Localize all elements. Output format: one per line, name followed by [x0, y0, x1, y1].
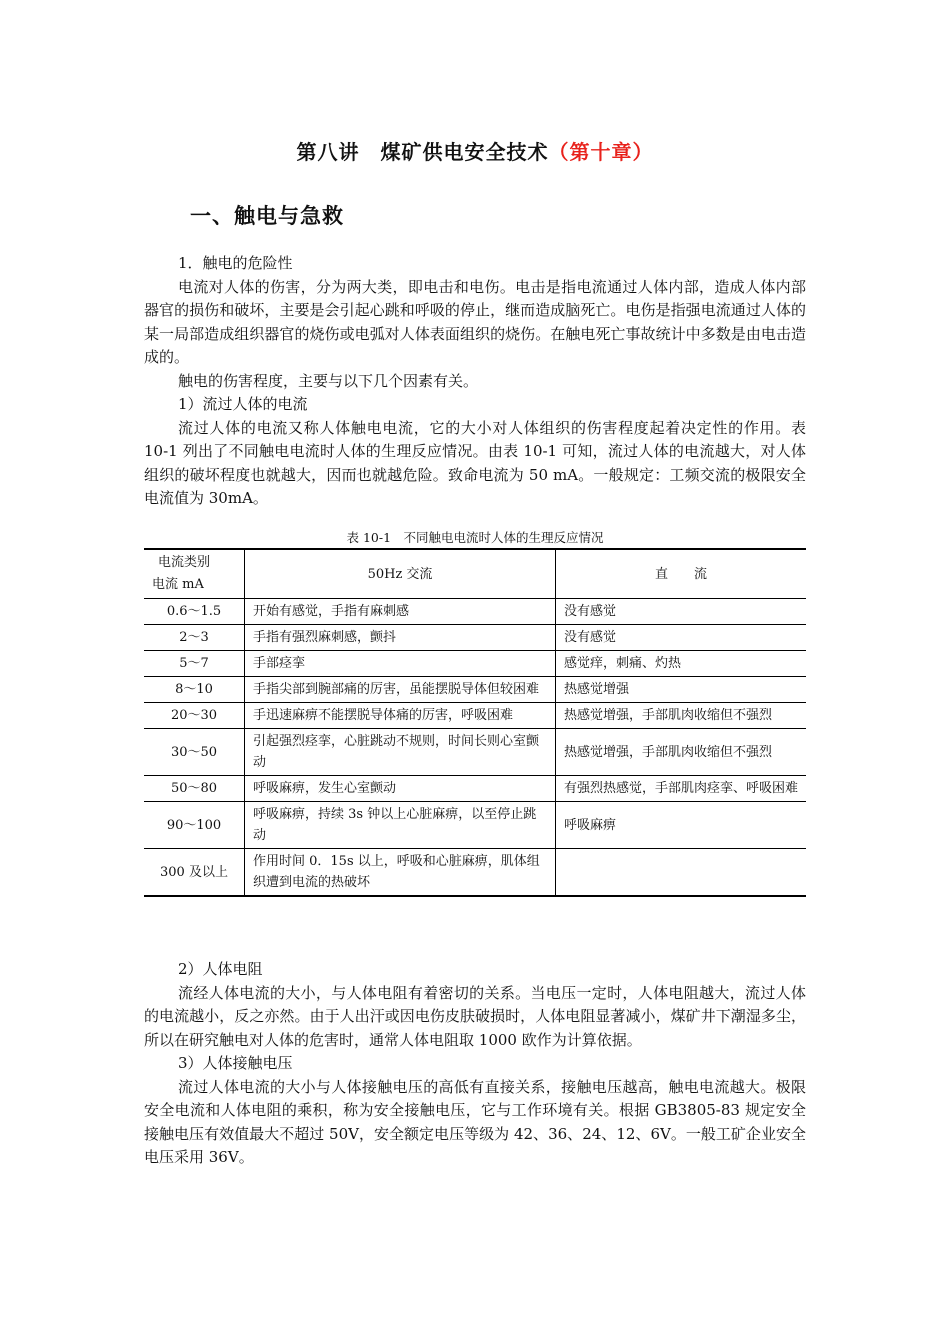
current-reaction-table	[144, 548, 806, 897]
cell-ac: 呼吸麻痹，发生心室颤动	[245, 776, 556, 802]
cell-ac: 开始有感觉，手指有麻刺感	[245, 599, 556, 625]
cell-dc: 有强烈热感觉，手部肌肉痉挛、呼吸困难	[556, 776, 807, 802]
cell-ma: 90～100	[144, 802, 245, 849]
body-text-a	[144, 252, 806, 511]
cell-ac: 手指尖部到腕部痛的厉害，虽能摆脱导体但较困难	[245, 677, 556, 703]
cell-ac: 引起强烈痉挛，心脏跳动不规则，时间长则心室颤动	[245, 729, 556, 776]
body-text-b	[144, 958, 806, 1170]
cell-dc: 感觉痒，刺痛、灼热	[556, 651, 807, 677]
cell-dc: 热感觉增强	[556, 677, 807, 703]
cell-ma: 8～10	[144, 677, 245, 703]
table-row	[144, 677, 806, 703]
page-title	[0, 136, 950, 165]
cell-dc: 没有感觉	[556, 625, 807, 651]
cell-ac: 手部痉挛	[245, 651, 556, 677]
subheading-danger: 1．触电的危险性	[178, 254, 293, 272]
cell-dc: 热感觉增强，手部肌肉收缩但不强烈	[556, 703, 807, 729]
cell-ma: 0.6～1.5	[144, 599, 245, 625]
subheading-voltage: 3）人体接触电压	[178, 1054, 293, 1072]
table-row	[144, 776, 806, 802]
header-ac: 50Hz 交流	[245, 549, 556, 599]
header-dc: 直 流	[556, 549, 807, 599]
paragraph: 触电的伤害程度，主要与以下几个因素有关。	[178, 371, 479, 390]
table-row	[144, 625, 806, 651]
cell-ac: 手迅速麻痹不能摆脱导体痛的厉害，呼吸困难	[245, 703, 556, 729]
cell-ma: 30～50	[144, 729, 245, 776]
table-row	[144, 651, 806, 677]
cell-ma: 5～7	[144, 651, 245, 677]
subheading-current: 1）流过人体的电流	[178, 395, 308, 413]
cell-ma: 50～80	[144, 776, 245, 802]
paragraph: 流过人体的电流又称人体触电电流，它的大小对人体组织的伤害程度起着决定性的作用。表 10-1 列出了不同触电电流时人体的生理反应情况。由表 10-1 可知，流过人体的电流越大，对人体组织的破坏程度也就越大，因而也就越危险。致命电流为 50 mA。一般规定：工频交流的极限安全电流值为 30mA。	[144, 418, 806, 507]
title-chapter: （第十章）	[548, 140, 654, 164]
cell-ac: 呼吸麻痹，持续 3s 钟以上心脏麻痹，以至停止跳动	[245, 802, 556, 849]
cell-ac: 手指有强烈麻刺感，颤抖	[245, 625, 556, 651]
cell-dc: 呼吸麻痹	[556, 802, 807, 849]
table-row	[144, 703, 806, 729]
table-row	[144, 729, 806, 776]
paragraph: 电流对人体的伤害，分为两大类，即电击和电伤。电击是指电流通过人体内部，造成人体内部器官的损伤和破坏，主要是会引起心跳和呼吸的停止，继而造成脑死亡。电伤是指强电流通过人体的某一局部造成组织器官的烧伤或电弧对人体表面组织的烧伤。在触电死亡事故统计中多数是由电击造成的。	[144, 277, 806, 366]
table-row	[144, 802, 806, 849]
table-row	[144, 849, 806, 897]
cell-ac: 作用时间 0．15s 以上，呼吸和心脏麻痹，肌体组织遭到电流的热破坏	[245, 849, 556, 897]
cell-dc	[556, 849, 807, 897]
subheading-resistance: 2）人体电阻	[178, 960, 263, 978]
paragraph: 流过人体电流的大小与人体接触电压的高低有直接关系，接触电压越高，触电电流越大。极限安全电流和人体电阻的乘积，称为安全接触电压，它与工作环境有关。根据 GB3805-83 规定安全接触电压有效值最大不超过 50V，安全额定电压等级为 42、36、24、12、6V。一般工矿企业安全电压采用 36V。	[144, 1077, 806, 1166]
title-main: 第八讲 煤矿供电安全技术	[296, 140, 549, 164]
header-col1-bottom: 电流 mA	[152, 577, 204, 592]
header-diagonal-cell	[144, 549, 245, 599]
table-caption: 表 10-1 不同触电电流时人体的生理反应情况	[346, 530, 604, 545]
header-col1-top: 电流类别	[158, 555, 211, 570]
cell-dc: 热感觉增强，手部肌肉收缩但不强烈	[556, 729, 807, 776]
paragraph: 流经人体电流的大小，与人体电阻有着密切的关系。当电压一定时，人体电阻越大，流过人体的电流越小，反之亦然。由于人出汗或因电伤皮肤破损时，人体电阻显著减小，煤矿井下潮湿多尘，所以在研究触电对人体的危害时，通常人体电阻取 1000 欧作为计算依据。	[144, 983, 806, 1049]
cell-ma: 300 及以上	[144, 849, 245, 897]
cell-ma: 20～30	[144, 703, 245, 729]
cell-ma: 2～3	[144, 625, 245, 651]
section-heading: 一、触电与急救	[190, 204, 344, 228]
table-row	[144, 599, 806, 625]
table-header-row	[144, 549, 806, 599]
cell-dc: 没有感觉	[556, 599, 807, 625]
